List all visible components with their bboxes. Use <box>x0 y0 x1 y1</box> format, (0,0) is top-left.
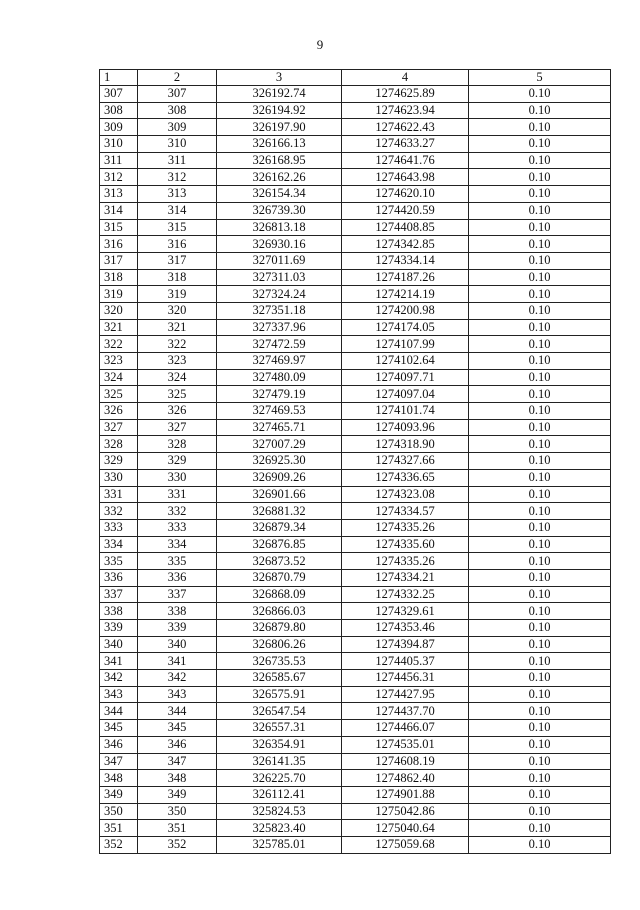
table-row <box>100 269 611 286</box>
table-cell: 311 <box>138 152 217 169</box>
table-row <box>100 453 611 470</box>
table-cell: 327 <box>100 419 138 436</box>
table-row <box>100 670 611 687</box>
table-cell: 343 <box>100 686 138 703</box>
table-cell: 346 <box>100 736 138 753</box>
table-cell: 334 <box>100 536 138 553</box>
table-cell: 0.10 <box>469 269 611 286</box>
table-cell: 319 <box>100 286 138 303</box>
table-cell: 0.10 <box>469 286 611 303</box>
table-cell: 0.10 <box>469 736 611 753</box>
table-cell: 337 <box>138 586 217 603</box>
table-cell: 1274625.89 <box>342 86 469 103</box>
table-cell: 336 <box>100 569 138 586</box>
table-cell: 327007.29 <box>217 436 342 453</box>
table-cell: 331 <box>100 486 138 503</box>
table-cell: 0.10 <box>469 720 611 737</box>
table-cell: 0.10 <box>469 336 611 353</box>
table-cell: 326739.30 <box>217 202 342 219</box>
table-cell: 323 <box>100 353 138 370</box>
table-cell: 335 <box>100 553 138 570</box>
table-cell: 308 <box>100 102 138 119</box>
table-cell: 317 <box>138 252 217 269</box>
table-row <box>100 786 611 803</box>
table-cell: 309 <box>138 119 217 136</box>
table-cell: 0.10 <box>469 786 611 803</box>
table-cell: 1274318.90 <box>342 436 469 453</box>
table-cell: 326192.74 <box>217 86 342 103</box>
table-cell: 316 <box>138 236 217 253</box>
table-cell: 0.10 <box>469 136 611 153</box>
table-row <box>100 219 611 236</box>
table-cell: 0.10 <box>469 419 611 436</box>
table-cell: 0.10 <box>469 469 611 486</box>
table-cell: 0.10 <box>469 219 611 236</box>
table-cell: 1274623.94 <box>342 102 469 119</box>
table-cell: 348 <box>100 770 138 787</box>
table-cell: 338 <box>138 603 217 620</box>
table-cell: 326866.03 <box>217 603 342 620</box>
table-cell: 328 <box>138 436 217 453</box>
table-cell: 0.10 <box>469 353 611 370</box>
table-row <box>100 186 611 203</box>
table-cell: 326813.18 <box>217 219 342 236</box>
table-cell: 1274437.70 <box>342 703 469 720</box>
table-cell: 0.10 <box>469 486 611 503</box>
table-row <box>100 820 611 837</box>
table-cell: 326930.16 <box>217 236 342 253</box>
table-cell: 327469.97 <box>217 353 342 370</box>
table-cell: 0.10 <box>469 519 611 536</box>
table-cell: 336 <box>138 569 217 586</box>
table-cell: 342 <box>100 670 138 687</box>
table-cell: 0.10 <box>469 119 611 136</box>
table-cell: 0.10 <box>469 236 611 253</box>
table-cell: 1274093.96 <box>342 419 469 436</box>
table-cell: 1274327.66 <box>342 453 469 470</box>
table-row <box>100 569 611 586</box>
table-cell: 327351.18 <box>217 302 342 319</box>
table-row <box>100 136 611 153</box>
table-cell: 1274620.10 <box>342 186 469 203</box>
table-cell: 0.10 <box>469 436 611 453</box>
table-cell: 326879.80 <box>217 620 342 637</box>
table-cell: 1274336.65 <box>342 469 469 486</box>
table-cell: 326354.91 <box>217 736 342 753</box>
table-row <box>100 386 611 403</box>
table-cell: 332 <box>100 503 138 520</box>
table-cell: 319 <box>138 286 217 303</box>
table-row <box>100 369 611 386</box>
table-cell: 0.10 <box>469 86 611 103</box>
table-body <box>100 70 611 854</box>
table-cell: 345 <box>138 720 217 737</box>
table-row <box>100 86 611 103</box>
table-cell: 326868.09 <box>217 586 342 603</box>
table-cell: 326909.26 <box>217 469 342 486</box>
table-cell: 328 <box>100 436 138 453</box>
table-cell: 1275059.68 <box>342 836 469 853</box>
table-cell: 308 <box>138 102 217 119</box>
table-cell: 1274334.57 <box>342 503 469 520</box>
table-cell: 314 <box>100 202 138 219</box>
table-row <box>100 753 611 770</box>
table-cell: 326194.92 <box>217 102 342 119</box>
table-row <box>100 636 611 653</box>
table-cell: 1274342.85 <box>342 236 469 253</box>
table-cell: 318 <box>138 269 217 286</box>
table-cell: 1274174.05 <box>342 319 469 336</box>
table-cell: 1274535.01 <box>342 736 469 753</box>
table-row <box>100 536 611 553</box>
table-cell: 0.10 <box>469 369 611 386</box>
table-cell: 0.10 <box>469 453 611 470</box>
table-cell: 0.10 <box>469 686 611 703</box>
table-cell: 326154.34 <box>217 186 342 203</box>
table-cell: 341 <box>138 653 217 670</box>
table-cell: 1274901.88 <box>342 786 469 803</box>
table-cell: 326806.26 <box>217 636 342 653</box>
table-row <box>100 486 611 503</box>
table-row <box>100 169 611 186</box>
table-cell: 0.10 <box>469 753 611 770</box>
column-header: 2 <box>138 70 217 86</box>
table-row <box>100 503 611 520</box>
table-row <box>100 770 611 787</box>
table-cell: 326168.95 <box>217 152 342 169</box>
table-cell: 326141.35 <box>217 753 342 770</box>
table-row <box>100 803 611 820</box>
table-cell: 0.10 <box>469 803 611 820</box>
coordinates-table <box>99 69 611 854</box>
table-cell: 0.10 <box>469 503 611 520</box>
table-cell: 351 <box>100 820 138 837</box>
table-cell: 309 <box>100 119 138 136</box>
table-cell: 327 <box>138 419 217 436</box>
table-cell: 313 <box>100 186 138 203</box>
table-cell: 326 <box>138 403 217 420</box>
table-cell: 1274334.14 <box>342 252 469 269</box>
column-header: 4 <box>342 70 469 86</box>
table-cell: 307 <box>138 86 217 103</box>
table-row <box>100 469 611 486</box>
table-cell: 1274329.61 <box>342 603 469 620</box>
table-cell: 345 <box>100 720 138 737</box>
table-cell: 352 <box>138 836 217 853</box>
column-header: 3 <box>217 70 342 86</box>
table-cell: 1274353.46 <box>342 620 469 637</box>
table-row <box>100 319 611 336</box>
table-cell: 320 <box>138 302 217 319</box>
table-cell: 333 <box>138 519 217 536</box>
table-row <box>100 586 611 603</box>
table-cell: 1274200.98 <box>342 302 469 319</box>
table-cell: 340 <box>138 636 217 653</box>
table-cell: 325 <box>100 386 138 403</box>
table-cell: 320 <box>100 302 138 319</box>
table-row <box>100 202 611 219</box>
table-cell: 310 <box>138 136 217 153</box>
table-cell: 1274456.31 <box>342 670 469 687</box>
table-cell: 334 <box>138 536 217 553</box>
table-cell: 321 <box>138 319 217 336</box>
table-row <box>100 353 611 370</box>
table-cell: 0.10 <box>469 603 611 620</box>
table-cell: 312 <box>100 169 138 186</box>
table-cell: 1274335.26 <box>342 553 469 570</box>
table-cell: 1274332.25 <box>342 586 469 603</box>
table-row <box>100 403 611 420</box>
table-cell: 349 <box>100 786 138 803</box>
table-cell: 0.10 <box>469 703 611 720</box>
table-row <box>100 152 611 169</box>
table-cell: 349 <box>138 786 217 803</box>
table-cell: 1274101.74 <box>342 403 469 420</box>
table-cell: 1274394.87 <box>342 636 469 653</box>
table-cell: 346 <box>138 736 217 753</box>
table-row <box>100 620 611 637</box>
table-cell: 327469.53 <box>217 403 342 420</box>
table-cell: 1274427.95 <box>342 686 469 703</box>
table-cell: 321 <box>100 319 138 336</box>
table-cell: 1274097.71 <box>342 369 469 386</box>
table-cell: 315 <box>138 219 217 236</box>
table-cell: 0.10 <box>469 302 611 319</box>
table-row <box>100 686 611 703</box>
table-row <box>100 302 611 319</box>
table-cell: 330 <box>100 469 138 486</box>
table-cell: 352 <box>100 836 138 853</box>
table-cell: 344 <box>138 703 217 720</box>
table-cell: 327465.71 <box>217 419 342 436</box>
table-cell: 325785.01 <box>217 836 342 853</box>
table-cell: 0.10 <box>469 770 611 787</box>
table-cell: 326901.66 <box>217 486 342 503</box>
table-cell: 312 <box>138 169 217 186</box>
table-cell: 1274622.43 <box>342 119 469 136</box>
table-row <box>100 653 611 670</box>
table-cell: 339 <box>138 620 217 637</box>
table-cell: 350 <box>138 803 217 820</box>
table-cell: 337 <box>100 586 138 603</box>
table-cell: 327472.59 <box>217 336 342 353</box>
table-cell: 0.10 <box>469 636 611 653</box>
table-cell: 0.10 <box>469 820 611 837</box>
table-row <box>100 519 611 536</box>
table-cell: 1274323.08 <box>342 486 469 503</box>
table-cell: 1274466.07 <box>342 720 469 737</box>
table-cell: 327480.09 <box>217 369 342 386</box>
table-cell: 347 <box>138 753 217 770</box>
table-cell: 0.10 <box>469 152 611 169</box>
table-cell: 339 <box>100 620 138 637</box>
table-row <box>100 286 611 303</box>
table-cell: 0.10 <box>469 553 611 570</box>
table-cell: 1275040.64 <box>342 820 469 837</box>
table-cell: 326575.91 <box>217 686 342 703</box>
table-cell: 329 <box>100 453 138 470</box>
table-cell: 1274420.59 <box>342 202 469 219</box>
table-cell: 350 <box>100 803 138 820</box>
table-cell: 1274408.85 <box>342 219 469 236</box>
table-cell: 326547.54 <box>217 703 342 720</box>
table-cell: 307 <box>100 86 138 103</box>
table-cell: 0.10 <box>469 202 611 219</box>
table-cell: 333 <box>100 519 138 536</box>
table-cell: 0.10 <box>469 186 611 203</box>
table-cell: 0.10 <box>469 586 611 603</box>
table-cell: 338 <box>100 603 138 620</box>
table-cell: 331 <box>138 486 217 503</box>
table-cell: 332 <box>138 503 217 520</box>
column-header: 5 <box>469 70 611 86</box>
table-cell: 0.10 <box>469 319 611 336</box>
table-row <box>100 236 611 253</box>
table-cell: 1274335.26 <box>342 519 469 536</box>
table-cell: 327011.69 <box>217 252 342 269</box>
table-cell: 325824.53 <box>217 803 342 820</box>
table-cell: 326166.13 <box>217 136 342 153</box>
table-cell: 311 <box>100 152 138 169</box>
table-cell: 313 <box>138 186 217 203</box>
table-cell: 0.10 <box>469 836 611 853</box>
table-cell: 326 <box>100 403 138 420</box>
table-cell: 1274102.64 <box>342 353 469 370</box>
table-cell: 316 <box>100 236 138 253</box>
table-cell: 327479.19 <box>217 386 342 403</box>
table-cell: 1274643.98 <box>342 169 469 186</box>
table-cell: 340 <box>100 636 138 653</box>
table-cell: 318 <box>100 269 138 286</box>
table-cell: 323 <box>138 353 217 370</box>
table-cell: 322 <box>100 336 138 353</box>
table-cell: 1274862.40 <box>342 770 469 787</box>
table-cell: 326162.26 <box>217 169 342 186</box>
table-cell: 0.10 <box>469 620 611 637</box>
table-cell: 347 <box>100 753 138 770</box>
table-cell: 1274107.99 <box>342 336 469 353</box>
table-cell: 335 <box>138 553 217 570</box>
table-cell: 315 <box>100 219 138 236</box>
table-cell: 325823.40 <box>217 820 342 837</box>
table-row <box>100 603 611 620</box>
table-cell: 326197.90 <box>217 119 342 136</box>
table-row <box>100 252 611 269</box>
table-cell: 327324.24 <box>217 286 342 303</box>
table-cell: 330 <box>138 469 217 486</box>
table-cell: 326870.79 <box>217 569 342 586</box>
table-row <box>100 119 611 136</box>
table-cell: 326881.32 <box>217 503 342 520</box>
table-row <box>100 102 611 119</box>
table-cell: 0.10 <box>469 670 611 687</box>
table-cell: 1274187.26 <box>342 269 469 286</box>
table-cell: 0.10 <box>469 653 611 670</box>
table-cell: 343 <box>138 686 217 703</box>
page-number: 9 <box>316 37 324 52</box>
table-row <box>100 336 611 353</box>
table-cell: 326876.85 <box>217 536 342 553</box>
table-cell: 1274641.76 <box>342 152 469 169</box>
column-header: 1 <box>100 70 138 86</box>
table-cell: 326873.52 <box>217 553 342 570</box>
table-row <box>100 736 611 753</box>
table-cell: 317 <box>100 252 138 269</box>
table-cell: 344 <box>100 703 138 720</box>
table-row <box>100 836 611 853</box>
table-cell: 327311.03 <box>217 269 342 286</box>
table-cell: 325 <box>138 386 217 403</box>
table-cell: 327337.96 <box>217 319 342 336</box>
table-cell: 326879.34 <box>217 519 342 536</box>
table-cell: 1275042.86 <box>342 803 469 820</box>
table-row <box>100 703 611 720</box>
table-cell: 0.10 <box>469 252 611 269</box>
table-cell: 326585.67 <box>217 670 342 687</box>
table-row <box>100 436 611 453</box>
table-cell: 326557.31 <box>217 720 342 737</box>
table-cell: 1274608.19 <box>342 753 469 770</box>
table-cell: 0.10 <box>469 102 611 119</box>
table-cell: 1274633.27 <box>342 136 469 153</box>
table-cell: 324 <box>138 369 217 386</box>
table-cell: 341 <box>100 653 138 670</box>
header-row <box>100 70 611 86</box>
table-cell: 314 <box>138 202 217 219</box>
table-cell: 322 <box>138 336 217 353</box>
table-cell: 0.10 <box>469 403 611 420</box>
table-cell: 0.10 <box>469 386 611 403</box>
table-cell: 329 <box>138 453 217 470</box>
table-row <box>100 419 611 436</box>
table-cell: 1274405.37 <box>342 653 469 670</box>
table-row <box>100 553 611 570</box>
table-cell: 1274097.04 <box>342 386 469 403</box>
table-cell: 1274214.19 <box>342 286 469 303</box>
table-cell: 326735.53 <box>217 653 342 670</box>
table-cell: 0.10 <box>469 569 611 586</box>
table-cell: 0.10 <box>469 536 611 553</box>
table-cell: 0.10 <box>469 169 611 186</box>
table-cell: 310 <box>100 136 138 153</box>
table-cell: 1274334.21 <box>342 569 469 586</box>
table-cell: 326225.70 <box>217 770 342 787</box>
table-cell: 326925.30 <box>217 453 342 470</box>
table-row <box>100 720 611 737</box>
table-cell: 1274335.60 <box>342 536 469 553</box>
table-cell: 326112.41 <box>217 786 342 803</box>
table-cell: 351 <box>138 820 217 837</box>
table-cell: 342 <box>138 670 217 687</box>
table-cell: 324 <box>100 369 138 386</box>
table-cell: 348 <box>138 770 217 787</box>
